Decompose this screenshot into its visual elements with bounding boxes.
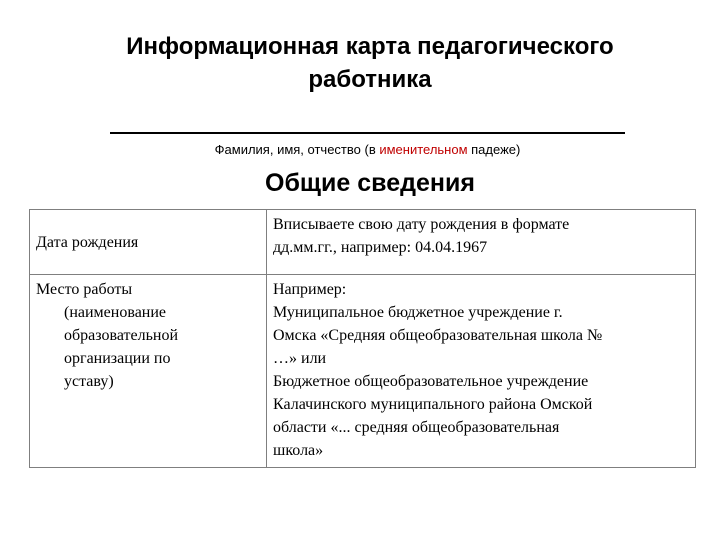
page-title-line-1: Информационная карта педагогического bbox=[126, 33, 614, 60]
fio-underline bbox=[110, 132, 625, 134]
workplace-value-line: Омска «Средняя общеобразовательная школа № bbox=[273, 327, 603, 344]
workplace-label-cell bbox=[30, 275, 267, 468]
birthdate-value-cell bbox=[267, 210, 696, 275]
workplace-value-line: Муниципальное бюджетное учреждение г. bbox=[273, 304, 563, 321]
table-row bbox=[30, 210, 696, 275]
birthdate-label-cell bbox=[30, 210, 267, 275]
workplace-value-line: школа» bbox=[273, 442, 324, 459]
section-title: Общие сведения bbox=[265, 169, 475, 197]
workplace-label bbox=[36, 278, 260, 393]
page-title bbox=[60, 30, 680, 96]
fio-caption-highlight: именительном bbox=[379, 142, 468, 157]
workplace-value-line: Бюджетное общеобразовательное учреждение bbox=[273, 373, 589, 390]
fio-caption-start: Фамилия, имя, отчество (в bbox=[214, 142, 380, 157]
workplace-value-line: Например: bbox=[273, 281, 347, 298]
workplace-label-line: Место работы bbox=[36, 281, 133, 298]
workplace-value-line: области «... средняя общеобразовательная bbox=[273, 419, 560, 436]
workplace-value-cell bbox=[267, 275, 696, 468]
workplace-label-line: уставу) bbox=[64, 373, 114, 390]
birthdate-label: Дата рождения bbox=[36, 233, 139, 251]
workplace-label-line: организации по bbox=[64, 350, 171, 367]
page-title-line-2: работника bbox=[308, 66, 432, 93]
workplace-label-line: (наименование bbox=[64, 304, 167, 321]
workplace-label-line: образовательной bbox=[64, 327, 178, 344]
workplace-value-line: Калачинского муниципального района Омской bbox=[273, 396, 593, 413]
birthdate-value-line: дд.мм.гг., например: 04.04.1967 bbox=[273, 239, 488, 256]
fio-caption-end: падеже) bbox=[467, 142, 521, 157]
birthdate-value-line: Вписываете свою дату рождения в формате bbox=[273, 216, 570, 233]
info-table bbox=[29, 209, 696, 468]
table-row bbox=[30, 275, 696, 468]
workplace-value-line: …» или bbox=[273, 350, 327, 367]
fio-caption bbox=[110, 142, 625, 158]
